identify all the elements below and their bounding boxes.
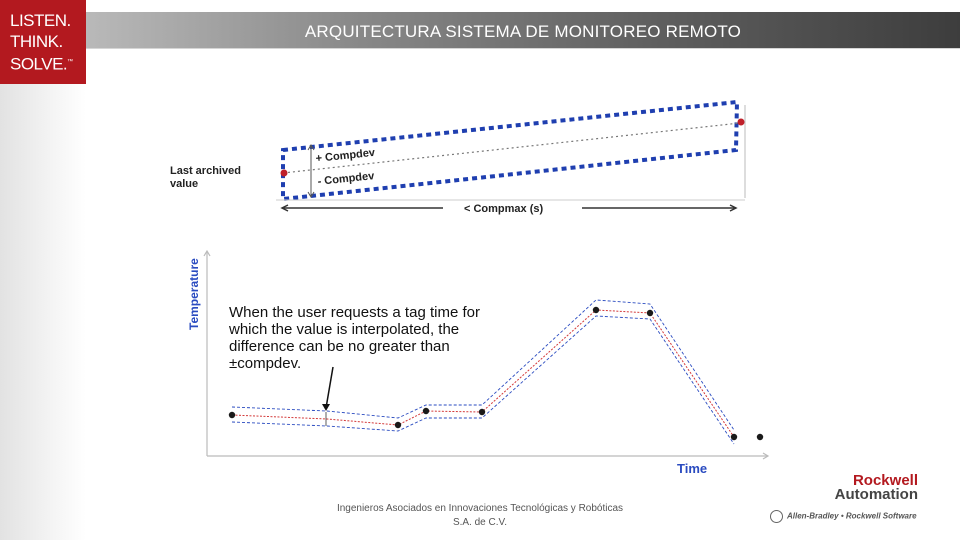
plus-compdev-label: + Compdev [315,146,376,165]
last-archived-point [281,170,288,177]
x-axis-label: Time [677,461,708,476]
archived-point [423,408,429,414]
archived-point [647,310,653,316]
allen-bradley-badge-icon [770,510,783,523]
annotation-line-4: ±compdev. [229,355,302,372]
logo-line-2: THINK. [10,32,63,51]
brand-separator: • [840,511,844,521]
footer-line-2: S.A. de C.V. [452,517,508,528]
archived-point [731,434,737,440]
last-archived-label-1: Last archived [170,165,241,177]
annotation-line-2: which the value is interpolated, the [229,321,460,338]
annotation-line-3: difference can be no greater than [229,338,450,355]
brand-line-2: Automation [834,486,918,503]
rockwell-automation-logo [770,470,940,530]
page-title: ARQUITECTURA SISTEMA DE MONITOREO REMOTO [304,22,742,41]
archived-point [593,307,599,313]
archived-point [479,409,485,415]
archived-point [229,412,235,418]
brand-allen-bradley: Allen-Bradley [787,511,839,521]
footer-line-1: Ingenieros Asociados en Innovaciones Tecnológicas y Robóticas [336,503,624,514]
archived-point [395,422,401,428]
footer [300,502,660,530]
annotation-arrow [326,367,333,408]
y-axis-label: Temperature [187,258,201,330]
new-value-point [738,119,745,126]
archived-point [757,434,763,440]
minus-compdev-label: - Compdev [317,170,375,188]
brand-line-3 [770,510,917,523]
compmax-label: < Compmax (s) [464,203,544,215]
brand-line-1: Rockwell [852,472,918,489]
bottom-diagram [187,251,768,476]
top-diagram [170,102,745,215]
logo-line-3-text: SOLVE. [10,54,68,74]
arrow-head-icon [322,404,330,411]
annotation-line-1: When the user requests a tag time for [229,304,480,321]
logo-line-1: LISTEN. [10,11,71,30]
last-archived-label-2: value [170,178,199,190]
logo-trademark: ™ [67,59,73,65]
trend-line [283,123,740,173]
brand-rockwell-software: Rockwell Software [845,511,917,521]
